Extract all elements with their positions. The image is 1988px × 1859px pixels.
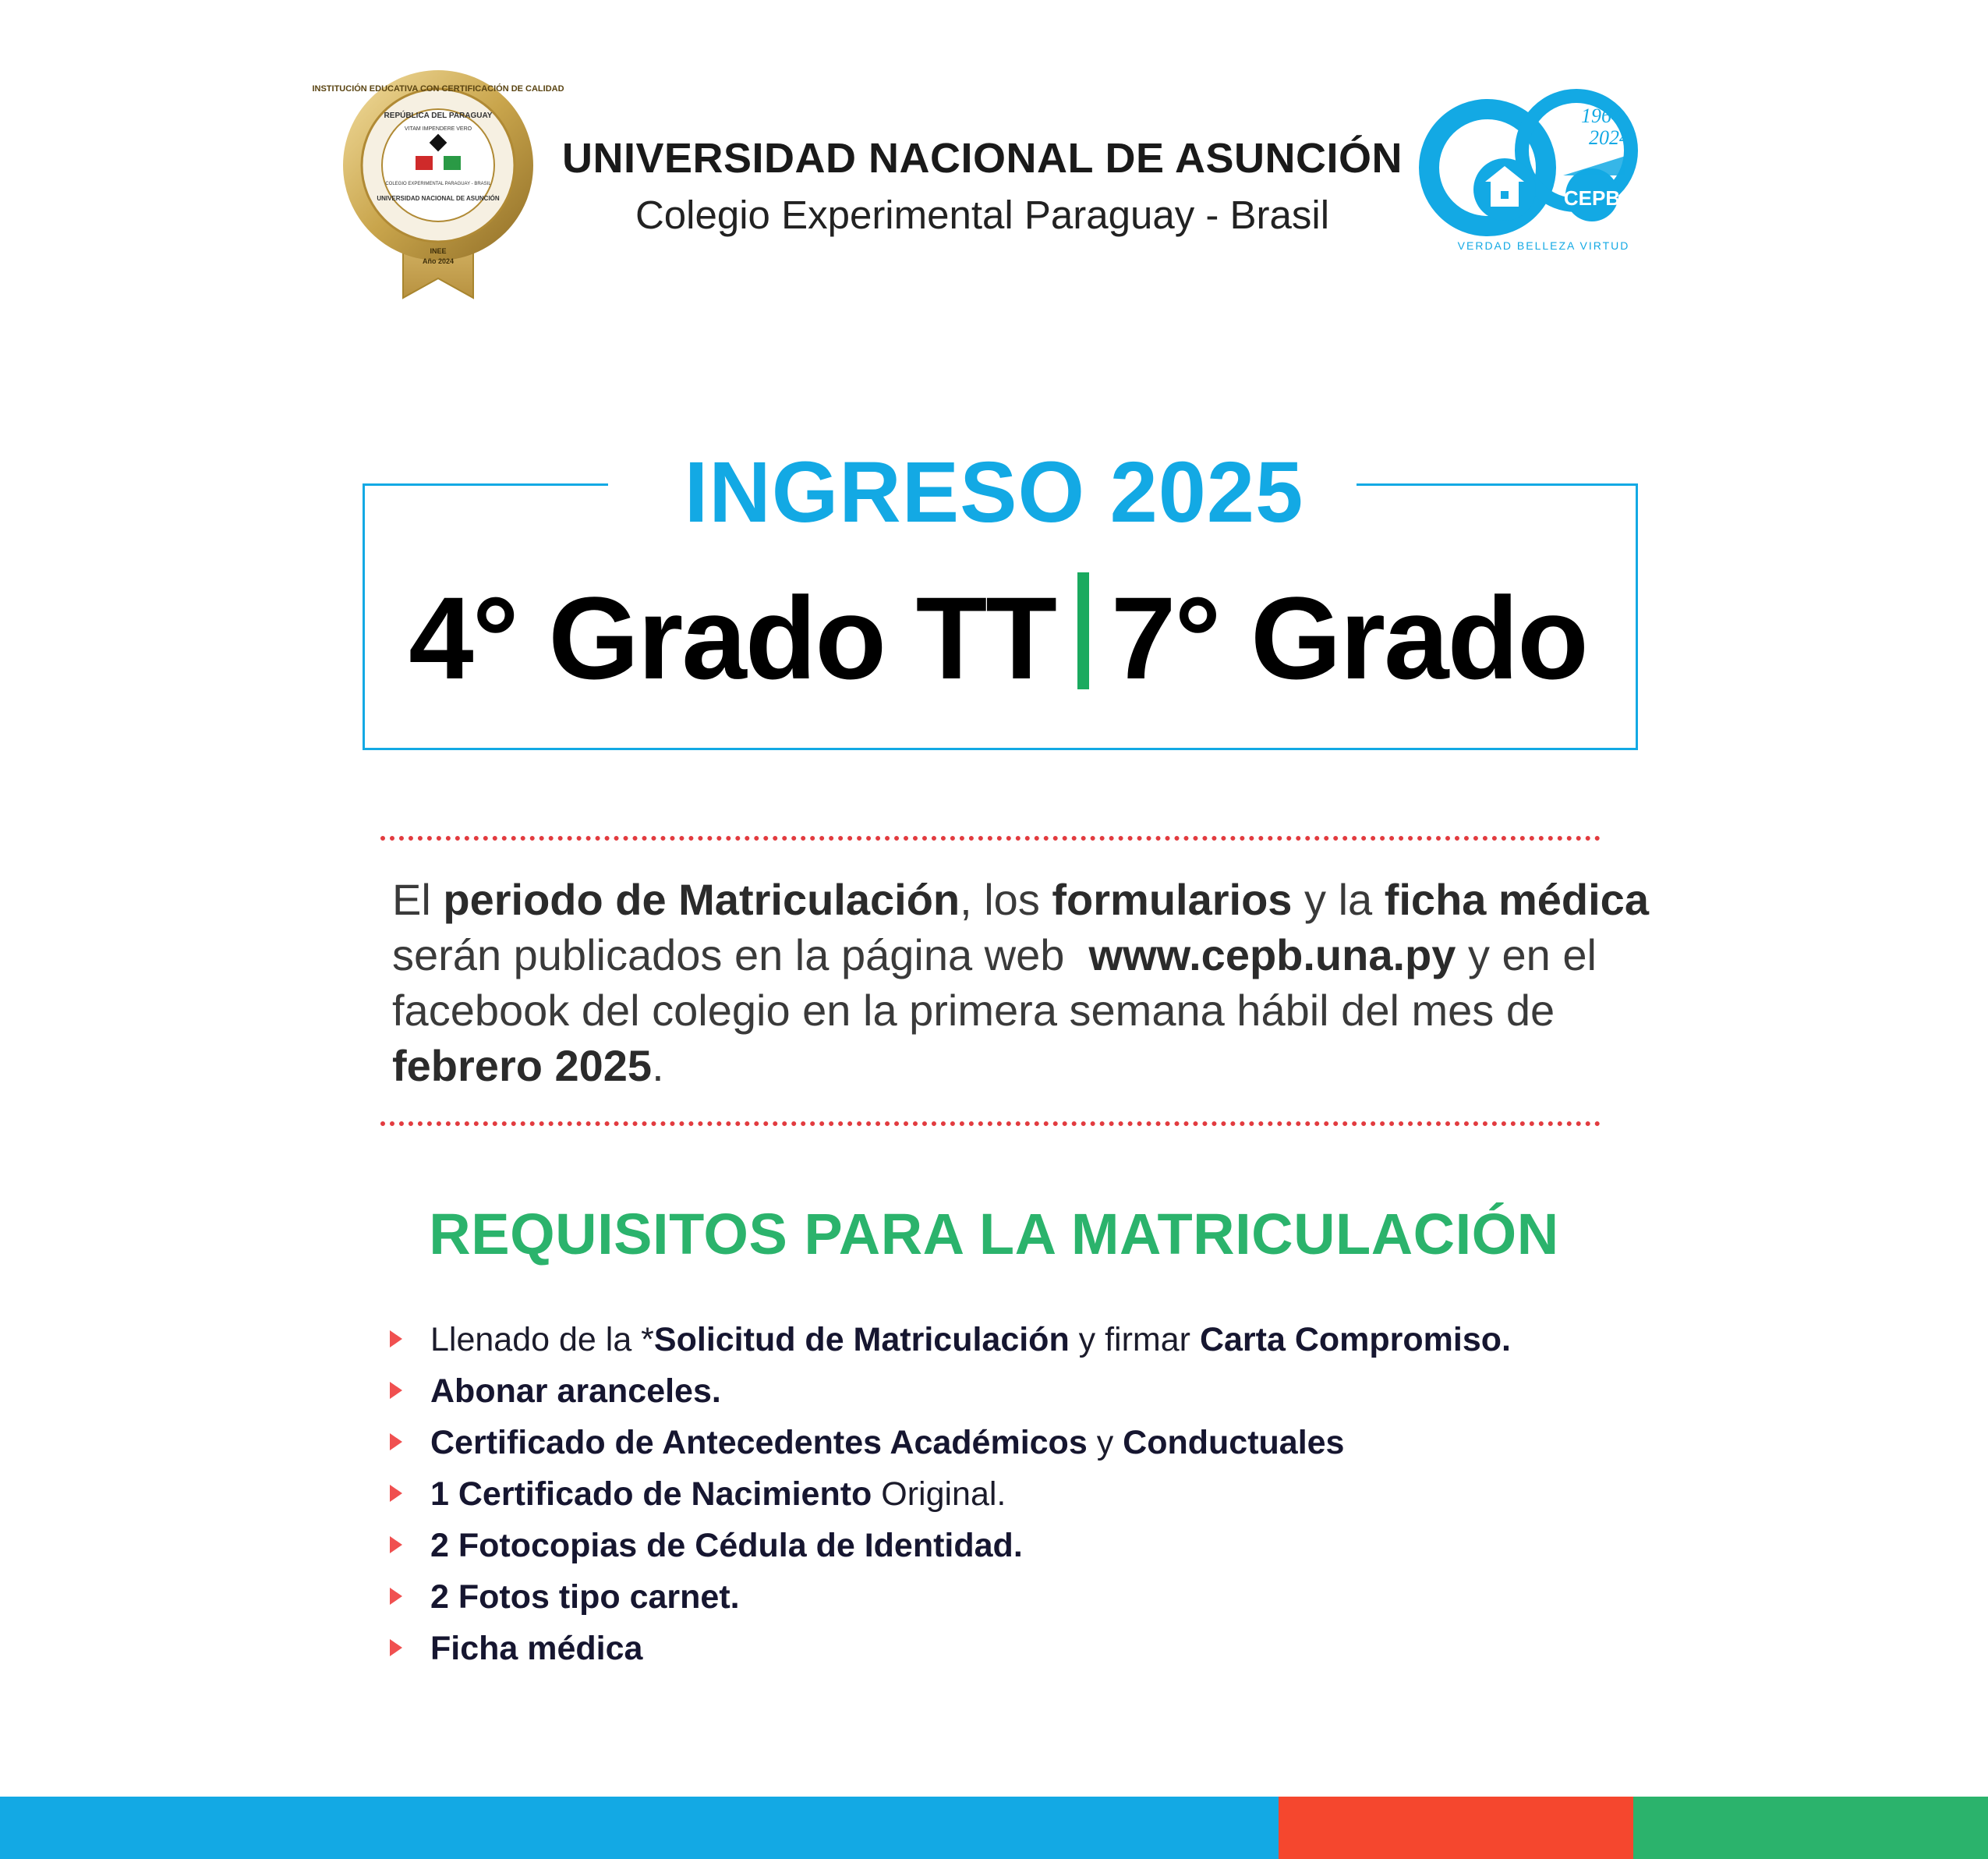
- list-item: Ficha médica: [384, 1623, 1709, 1674]
- bullet-triangle-icon: [390, 1485, 402, 1502]
- seal-red-square: [416, 156, 433, 170]
- grade-separator: [1077, 572, 1089, 689]
- seal-university: UNIVERSIDAD NACIONAL DE ASUNCIÓN: [377, 195, 500, 202]
- bullet-triangle-icon: [390, 1382, 402, 1399]
- logo-motto: VERDAD BELLEZA VIRTUD: [1457, 239, 1630, 252]
- institution-title: UNIVERSIDAD NACIONAL DE ASUNCIÓN: [561, 135, 1403, 182]
- bullet-triangle-icon: [390, 1588, 402, 1605]
- bullet-triangle-icon: [390, 1433, 402, 1450]
- enrollment-notice: [392, 872, 1649, 1093]
- seal-ribbon-line2: Año 2024: [422, 257, 455, 265]
- bullet-triangle-icon: [390, 1330, 402, 1347]
- seal-motto: VITAM IMPENDERE VERO: [404, 126, 472, 132]
- list-item: Certificado de Antecedentes Académicos y Conductuales: [384, 1417, 1709, 1468]
- seal-inner-bottom: COLEGIO EXPERIMENTAL PARAGUAY - BRASIL: [385, 182, 491, 186]
- requirements-list: [384, 1314, 1709, 1674]
- seal-inner-top: REPÚBLICA DEL PARAGUAY: [384, 112, 493, 120]
- bullet-triangle-icon: [390, 1536, 402, 1553]
- requirements-title: REQUISITOS PARA LA MATRICULACIÓN: [429, 1202, 1559, 1266]
- footer-bar-red: [1279, 1797, 1633, 1859]
- notice-line-2: serán publicados en la página web www.cepb.una.py y en el: [392, 930, 1597, 979]
- dotted-divider-top: [380, 836, 1601, 841]
- seal-green-square: [444, 156, 461, 170]
- logo-acronym: CEPB: [1563, 186, 1621, 210]
- grades-heading: [374, 571, 1622, 706]
- notice-line-4: febrero 2025.: [392, 1041, 664, 1090]
- website-link[interactable]: www.cepb.una.py: [1088, 930, 1456, 979]
- cepb-anniversary-logo: [1427, 82, 1661, 261]
- list-item: 2 Fotos tipo carnet.: [384, 1571, 1709, 1623]
- ingreso-title: INGRESO 2025: [684, 444, 1304, 540]
- logo-year-start: 1964: [1581, 104, 1622, 127]
- certification-seal-logo: [312, 68, 564, 302]
- notice-line-3: facebook del colegio en la primera semana hábil del mes de: [392, 986, 1555, 1035]
- list-item: Llenado de la *Solicitud de Matriculación y firmar Carta Compromiso.: [384, 1314, 1709, 1365]
- grade-right: 7° Grado: [1110, 572, 1587, 703]
- list-item: Abonar aranceles.: [384, 1365, 1709, 1417]
- building-icon: [1563, 156, 1625, 175]
- logo-year-end: 2024: [1589, 126, 1629, 149]
- grade-left: 4° Grado TT: [409, 572, 1056, 703]
- seal-ribbon-line1: INEE: [430, 247, 447, 255]
- footer-bar-green: [1633, 1797, 1988, 1859]
- school-subtitle: Colegio Experimental Paraguay - Brasil: [635, 193, 1330, 237]
- list-item: 1 Certificado de Nacimiento Original.: [384, 1468, 1709, 1520]
- footer-bar-blue: [0, 1797, 1279, 1859]
- notice-line-1: El periodo de Matriculación, los formularios y la ficha médica: [392, 875, 1649, 924]
- dotted-divider-bottom: [380, 1121, 1601, 1126]
- list-item: 2 Fotocopias de Cédula de Identidad.: [384, 1520, 1709, 1571]
- seal-ring-text: INSTITUCIÓN EDUCATIVA CON CERTIFICACIÓN DE CALIDAD: [312, 84, 564, 94]
- bullet-triangle-icon: [390, 1639, 402, 1656]
